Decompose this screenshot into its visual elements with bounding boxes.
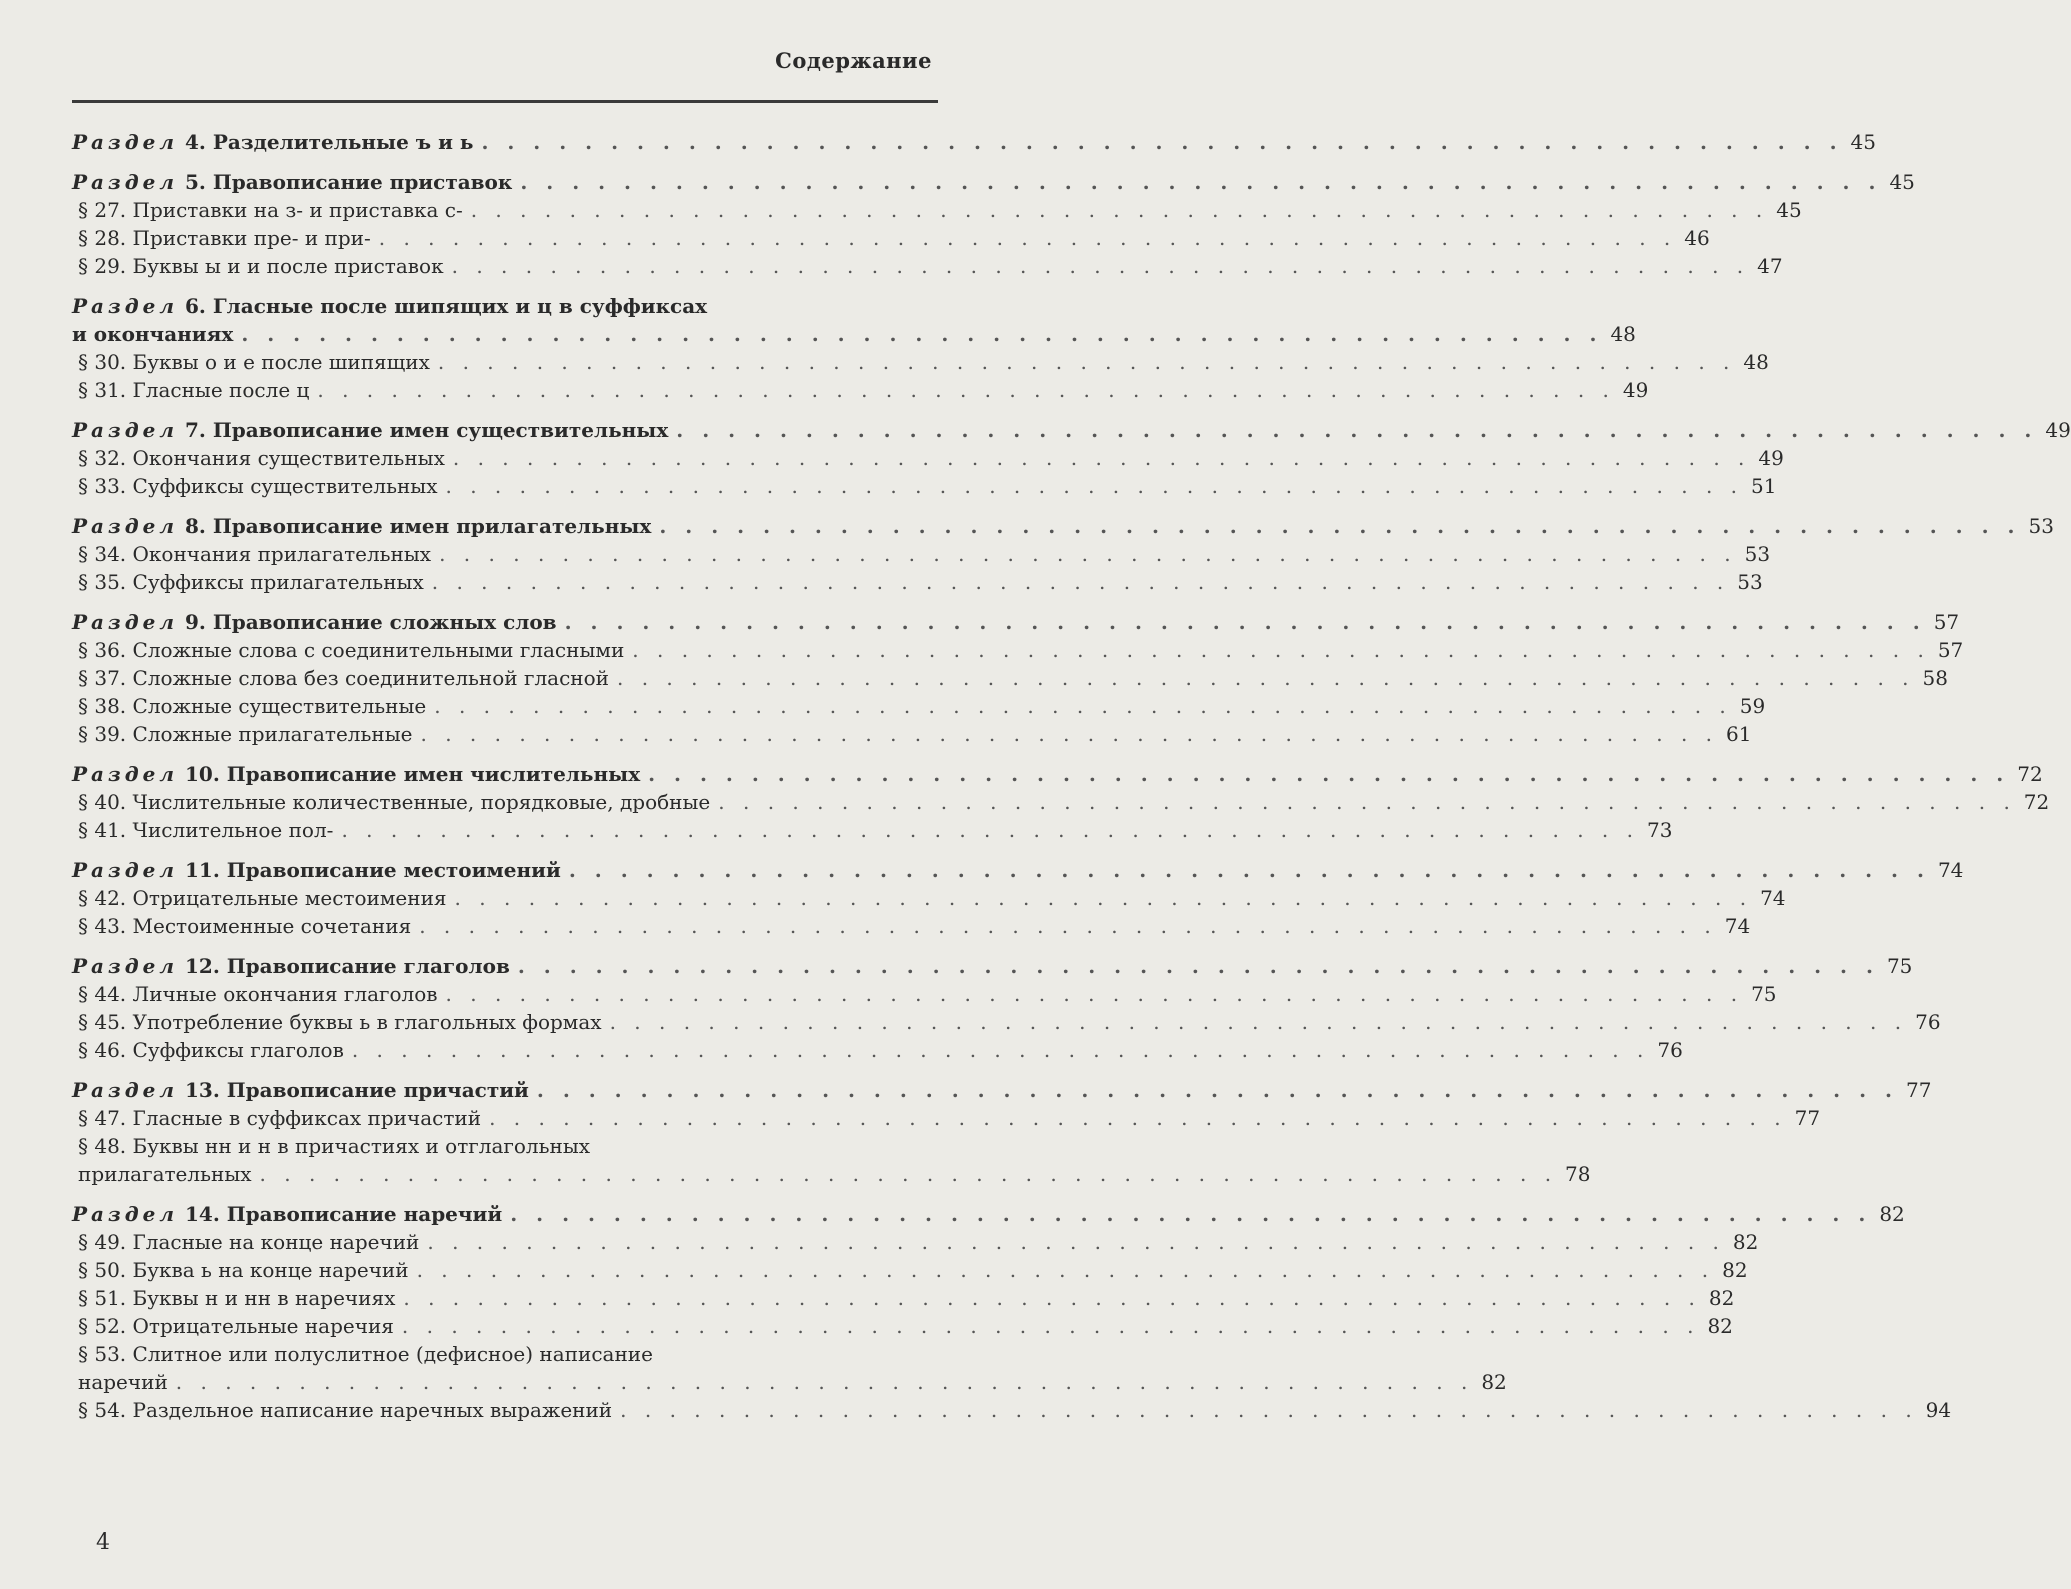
entry-title [72,608,557,636]
entry-page-number: 82 [1722,1258,1748,1282]
toc-paragraph-entry [72,1228,1759,1256]
entry-page-number: 72 [2023,790,2050,814]
dot-leader: . . . . . . . . . . . . . . . . . . . . . . . . . . . . . . . . . . . . . . . . . . . . . . . . . . . . . [520,170,1882,194]
section-label: Раздел [72,858,179,882]
entry-row [78,1284,1735,1312]
section-label: Раздел [72,762,179,786]
entry-row [78,1368,1507,1396]
entry-page-number: 49 [2045,418,2071,442]
dot-leader: . . . . . . . . . . . . . . . . . . . . . . . . . . . . . . . . . . . . . . . . . . . . . . . . . . . . . [718,790,2016,814]
toc-paragraph-entry [72,980,1777,1008]
entry-row [78,1312,1733,1340]
entry-row [78,568,1763,596]
entry-row [78,472,1777,500]
section-label: Раздел [72,514,179,538]
toc-paragraph-entry [72,568,1763,596]
entry-page-number: 57 [1937,638,1964,662]
dot-leader: . . . . . . . . . . . . . . . . . . . . . . . . . . . . . . . . . . . . . . . . . . . . . . . . . . . . . [489,1106,1787,1130]
toc-paragraph-entry [72,348,1769,376]
entry-title [72,416,668,444]
toc-paragraph-entry [72,1256,1748,1284]
section-label: Раздел [72,418,179,442]
entry-row [72,952,1913,980]
dot-leader: . . . . . . . . . . . . . . . . . . . . . . . . . . . . . . . . . . . . . . . . . . . . . . . . . . . . . [431,570,1730,594]
dot-leader: . . . . . . . . . . . . . . . . . . . . . . . . . . . . . . . . . . . . . . . . . . . . . . . . . . . . . [481,130,1843,154]
entry-title [72,128,473,156]
section-label: Раздел [72,610,179,634]
section-label: Раздел [72,294,179,318]
entry-title: § 38. Сложные существительные [78,694,427,718]
entry-row [78,1160,1591,1188]
entry-title: § 43. Местоименные сочетания [78,914,412,938]
entry-row [72,416,2071,444]
toc-section-entry [72,512,2054,540]
entry-row [78,1036,1683,1064]
dot-leader: . . . . . . . . . . . . . . . . . . . . . . . . . . . . . . . . . . . . . . . . . . . . . . . . . . . . . [454,886,1753,910]
section-title: 9. Правописание сложных слов [185,610,557,634]
entry-title: § 33. Суффиксы существительных [78,474,438,498]
toc-section-entry [72,292,1636,348]
toc-paragraph-entry [72,720,1752,748]
entry-page-number: 61 [1726,722,1752,746]
entry-row [78,912,1751,940]
entry-page-number: 45 [1850,130,1876,154]
dot-leader: . . . . . . . . . . . . . . . . . . . . . . . . . . . . . . . . . . . . . . . . . . . . . . . . . . . . . [317,378,1615,402]
entry-page-number: 82 [1707,1314,1733,1338]
entry-row [78,1396,1952,1424]
dot-leader: . . . . . . . . . . . . . . . . . . . . . . . . . . . . . . . . . . . . . . . . . . . . . . . . . . . . . [568,858,1930,882]
entry-page-number: 75 [1751,982,1777,1006]
entry-row [72,128,1876,156]
toc-paragraph-entry [72,376,1649,404]
entry-title: § 31. Гласные после ц [78,378,310,402]
entry-title: § 32. Окончания существительных [78,446,445,470]
entry-page-number: 78 [1565,1162,1591,1186]
entry-row [78,252,1783,280]
entry-page-number: 47 [1757,254,1783,278]
toc-paragraph-entry [72,1132,1591,1188]
dot-leader: . . . . . . . . . . . . . . . . . . . . . . . . . . . . . . . . . . . . . . . . . . . . . . . . . . . . . [420,722,1719,746]
section-title: 14. Правописание наречий [185,1202,503,1226]
entry-page-number: 77 [1794,1106,1821,1130]
section-title: 4. Разделительные ъ и ь [185,130,474,154]
section-title: 11. Правописание местоимений [185,858,561,882]
entry-row [72,608,1960,636]
dot-leader: . . . . . . . . . . . . . . . . . . . . . . . . . . . . . . . . . . . . . . . . . . . . . . . . . . . . . [434,694,1732,718]
dot-leader: . . . . . . . . . . . . . . . . . . . . . . . . . . . . . . . . . . . . . . . . . . . . . . . . . . . . . [439,542,1737,566]
toc-paragraph-entry [72,224,1710,252]
entry-page-number: 82 [1708,1286,1735,1310]
dot-leader: . . . . . . . . . . . . . . . . . . . . . . . . . . . . . . . . . . . . . . . . . . . . . . . . . . . . . [378,226,1677,250]
toc-paragraph-entry [72,664,1948,692]
entry-row [78,1228,1759,1256]
entry-page-number: 57 [1933,610,1960,634]
entry-title: 6. Гласные после шипящих и ц в суффиксах [185,294,708,318]
entry-title: § 36. Сложные слова с соединительными гласными [78,638,625,662]
dot-leader: . . . . . . . . . . . . . . . . . . . . . . . . . . . . . . . . . . . . . . . . . . . . . . . . . . . . . [437,350,1736,374]
entry-title: § 49. Гласные на конце наречий [78,1230,420,1254]
entry-title: § 27. Приставки на з- и приставка с- [78,198,463,222]
entry-row [78,196,1802,224]
dot-leader: . . . . . . . . . . . . . . . . . . . . . . . . . . . . . . . . . . . . . . . . . . . . . . . . . . . . . [427,1230,1725,1254]
entry-page-number: 53 [1744,542,1771,566]
entry-row [78,692,1766,720]
entry-title: § 39. Сложные прилагательные [78,722,413,746]
entry-row [78,224,1710,252]
entry-page-number: 48 [1743,350,1769,374]
entry-title-line [78,1132,972,1160]
toc-paragraph-entry [72,1284,1735,1312]
entry-title: и окончаниях [72,322,234,346]
dot-leader: . . . . . . . . . . . . . . . . . . . . . . . . . . . . . . . . . . . . . . . . . . . . . . . . . . . . . [175,1370,1474,1394]
toc-section-entry [72,856,1964,884]
toc-paragraph-entry [72,196,1802,224]
dot-leader: . . . . . . . . . . . . . . . . . . . . . . . . . . . . . . . . . . . . . . . . . . . . . . . . . . . . . [617,666,1915,690]
entry-row [78,720,1752,748]
entry-row [78,636,1964,664]
entry-row [72,856,1964,884]
entry-title: прилагательных [78,1162,252,1186]
entry-title-line [78,1340,972,1368]
dot-leader: . . . . . . . . . . . . . . . . . . . . . . . . . . . . . . . . . . . . . . . . . . . . . . . . . . . . . [510,1202,1872,1226]
entry-row [78,816,1673,844]
toc-paragraph-entry [72,788,2050,816]
entry-page-number: 49 [1758,446,1784,470]
toc-paragraph-entry [72,1396,1952,1424]
toc-paragraph-entry [72,816,1673,844]
entry-title: наречий [78,1370,168,1394]
entry-title: § 42. Отрицательные местоимения [78,886,447,910]
toc-paragraph-entry [72,1340,1507,1396]
dot-leader: . . . . . . . . . . . . . . . . . . . . . . . . . . . . . . . . . . . . . . . . . . . . . . . . . . . . . [536,1078,1898,1102]
section-label: Раздел [72,954,179,978]
toc-paragraph-entry [72,636,1964,664]
entry-row [78,540,1771,568]
dot-leader: . . . . . . . . . . . . . . . . . . . . . . . . . . . . . . . . . . . . . . . . . . . . . . . . . . . . . [620,1398,1918,1422]
section-title: 12. Правописание глаголов [185,954,510,978]
entry-page-number: 53 [2028,514,2054,538]
entry-page-number: 76 [1657,1038,1683,1062]
entry-title [72,760,640,788]
dot-leader: . . . . . . . . . . . . . . . . . . . . . . . . . . . . . . . . . . . . . . . . . . . . . . . . . . . . . [341,818,1639,842]
entry-page-number: 82 [1879,1202,1905,1226]
entry-row [72,168,1915,196]
entry-title: § 40. Числительные количественные, порядковые, дробные [78,790,711,814]
entry-page-number: 53 [1737,570,1763,594]
entry-title: § 37. Сложные слова без соединительной гласной [78,666,609,690]
entry-title [72,952,510,980]
dot-leader: . . . . . . . . . . . . . . . . . . . . . . . . . . . . . . . . . . . . . . . . . . . . . . . . . . . . . [403,1286,1701,1310]
entry-title-line [72,292,972,320]
entry-row [72,320,1636,348]
entry-page-number: 82 [1481,1370,1507,1394]
toc-section-entry [72,608,1960,636]
section-label: Раздел [72,1202,179,1226]
entry-page-number: 73 [1646,818,1673,842]
section-title: 7. Правописание имен существительных [185,418,669,442]
entry-page-number: 58 [1922,666,1948,690]
toc-paragraph-entry [72,444,1784,472]
section-title: 8. Правописание имен прилагательных [185,514,652,538]
entry-row [72,1200,1905,1228]
entry-row [78,788,2050,816]
dot-leader: . . . . . . . . . . . . . . . . . . . . . . . . . . . . . . . . . . . . . . . . . . . . . . . . . . . . . [452,446,1751,470]
dot-leader: . . . . . . . . . . . . . . . . . . . . . . . . . . . . . . . . . . . . . . . . . . . . . . . . . . . . . [445,982,1744,1006]
dot-leader: . . . . . . . . . . . . . . . . . . . . . . . . . . . . . . . . . . . . . . . . . . . . . . . . . . . . . [451,254,1750,278]
page-number: 4 [96,1530,110,1555]
dot-leader: . . . . . . . . . . . . . . . . . . . . . . . . . . . . . . . . . . . . . . . . . . . . . . . . . . . . . [470,198,1769,222]
section-title: 10. Правописание имен числительных [185,762,641,786]
entry-title: § 44. Личные окончания глаголов [78,982,438,1006]
entry-title: § 29. Буквы ы и и после приставок [78,254,444,278]
entry-page-number: 74 [1937,858,1964,882]
toc-paragraph-entry [72,1312,1733,1340]
entry-row [78,1104,1821,1132]
section-label: Раздел [72,1078,179,1102]
toc-paragraph-entry [72,884,1786,912]
entry-title [72,512,651,540]
entry-page-number: 48 [1610,322,1636,346]
toc-section-entry [72,1200,1905,1228]
entry-row [78,664,1948,692]
header-title: Содержание [775,48,932,73]
entry-row [78,884,1786,912]
toc-paragraph-entry [72,1104,1821,1132]
entry-title: § 34. Окончания прилагательных [78,542,432,566]
entry-title: § 52. Отрицательные наречия [78,1314,394,1338]
section-title: 5. Правописание приставок [185,170,513,194]
toc-paragraph-entry [72,1036,1683,1064]
toc-paragraph-entry [72,1008,1941,1036]
toc-section-entry [72,416,2071,444]
dot-leader: . . . . . . . . . . . . . . . . . . . . . . . . . . . . . . . . . . . . . . . . . . . . . . . . . . . . . [416,1258,1715,1282]
toc-paragraph-entry [72,912,1751,940]
entry-title: § 51. Буквы н и нн в наречиях [78,1286,396,1310]
entry-page-number: 94 [1925,1398,1952,1422]
toc-section-entry [72,1076,1932,1104]
entry-row [78,348,1769,376]
dot-leader: . . . . . . . . . . . . . . . . . . . . . . . . . . . . . . . . . . . . . . . . . . . . . . . . . . . . . [517,954,1879,978]
toc-paragraph-entry [72,472,1777,500]
toc-paragraph-entry [72,692,1766,720]
dot-leader: . . . . . . . . . . . . . . . . . . . . . . . . . . . . . . . . . . . . . . . . . . . . . . . . . . . . . [564,610,1926,634]
running-header [72,44,938,103]
entry-page-number: 59 [1739,694,1766,718]
entry-title: § 45. Употребление буквы ь в глагольных формах [78,1010,602,1034]
entry-page-number: 76 [1915,1010,1941,1034]
dot-leader: . . . . . . . . . . . . . . . . . . . . . . . . . . . . . . . . . . . . . . . . . . . . . . . . . . . . . [676,418,2038,442]
entry-page-number: 77 [1906,1078,1932,1102]
entry-row [72,760,2043,788]
entry-title: § 50. Буква ь на конце наречий [78,1258,409,1282]
entry-title [72,1200,502,1228]
entry-title: § 54. Раздельное написание наречных выражений [78,1398,613,1422]
toc-section-entry [72,952,1913,980]
entry-row [78,376,1649,404]
entry-page-number: 51 [1751,474,1777,498]
section-label: Раздел [72,130,179,154]
entry-page-number: 46 [1684,226,1710,250]
entry-title: § 48. Буквы нн и н в причастиях и отглагольных [78,1134,591,1158]
entry-page-number: 75 [1886,954,1913,978]
entry-page-number: 82 [1732,1230,1759,1254]
entry-title: § 53. Слитное или полуслитное (дефисное) написание [78,1342,653,1366]
dot-leader: . . . . . . . . . . . . . . . . . . . . . . . . . . . . . . . . . . . . . . . . . . . . . . . . . . . . . [401,1314,1700,1338]
dot-leader: . . . . . . . . . . . . . . . . . . . . . . . . . . . . . . . . . . . . . . . . . . . . . . . . . . . . . [241,322,1603,346]
dot-leader: . . . . . . . . . . . . . . . . . . . . . . . . . . . . . . . . . . . . . . . . . . . . . . . . . . . . . [648,762,2010,786]
entry-row [72,1076,1932,1104]
section-label: Раздел [72,170,179,194]
entry-page-number: 74 [1724,914,1751,938]
entry-page-number: 45 [1776,198,1802,222]
entry-row [72,512,2054,540]
dot-leader: . . . . . . . . . . . . . . . . . . . . . . . . . . . . . . . . . . . . . . . . . . . . . . . . . . . . . [609,1010,1908,1034]
toc-section-entry [72,128,1876,156]
entry-page-number: 45 [1889,170,1915,194]
entry-row [78,980,1777,1008]
dot-leader: . . . . . . . . . . . . . . . . . . . . . . . . . . . . . . . . . . . . . . . . . . . . . . . . . . . . . [445,474,1744,498]
dot-leader: . . . . . . . . . . . . . . . . . . . . . . . . . . . . . . . . . . . . . . . . . . . . . . . . . . . . . [419,914,1717,938]
entry-row [78,1256,1748,1284]
entry-row [78,1008,1941,1036]
entry-row [78,444,1784,472]
dot-leader: . . . . . . . . . . . . . . . . . . . . . . . . . . . . . . . . . . . . . . . . . . . . . . . . . . . . . [659,514,2021,538]
entry-title: § 41. Числительное пол- [78,818,334,842]
entry-page-number: 49 [1622,378,1649,402]
toc-paragraph-entry [72,252,1783,280]
toc-paragraph-entry [72,540,1771,568]
entry-title [72,856,561,884]
entry-title: § 47. Гласные в суффиксах причастий [78,1106,482,1130]
entry-title: § 30. Буквы о и е после шипящих [78,350,430,374]
dot-leader: . . . . . . . . . . . . . . . . . . . . . . . . . . . . . . . . . . . . . . . . . . . . . . . . . . . . . [632,638,1930,662]
entry-title: § 28. Приставки пре- и при- [78,226,371,250]
toc-section-entry [72,168,1915,196]
toc-section-entry [72,760,2043,788]
entry-title: § 35. Суффиксы прилагательных [78,570,424,594]
entry-page-number: 74 [1760,886,1786,910]
section-title: 13. Правописание причастий [185,1078,529,1102]
entry-page-number: 72 [2017,762,2043,786]
entry-title [72,168,512,196]
entry-title: § 46. Суффиксы глаголов [78,1038,344,1062]
dot-leader: . . . . . . . . . . . . . . . . . . . . . . . . . . . . . . . . . . . . . . . . . . . . . . . . . . . . . [259,1162,1558,1186]
table-of-contents [72,128,2071,1424]
dot-leader: . . . . . . . . . . . . . . . . . . . . . . . . . . . . . . . . . . . . . . . . . . . . . . . . . . . . . [351,1038,1650,1062]
entry-title [72,1076,529,1104]
